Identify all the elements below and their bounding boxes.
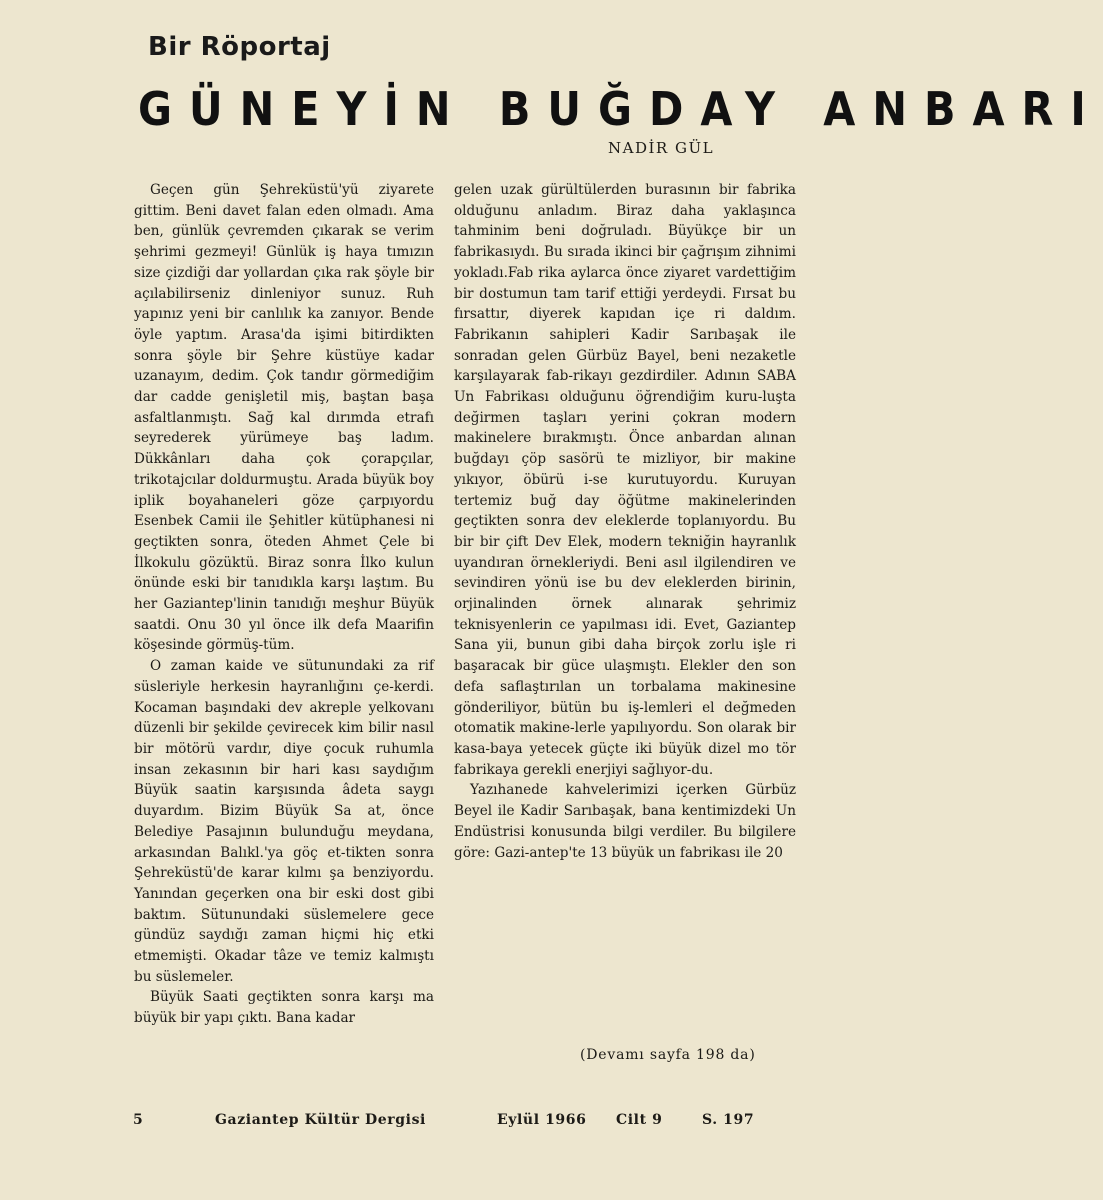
paragraph: Geçen gün Şehreküstü'yü ziyarete gittim. Beni davet falan eden olmadı. Ama ben, günlük çevremden çıkarak se verim şehrimi gezmeyi! Günlük iş haya tımızın size çizdiği dar yollardan çıka rak şöyle bir açılabilirseniz dinleniyor sunuz. Ruh yapınız yeni bir canlılık ka zanıyor. Bende öyle yaptım. Arasa'da işimi bitirdikten sonra şöyle bir Şehre küstüye kadar uzanayım, dedim. Çok tandır görmediğim dar cadde genişletil miş, baştan başa asfaltlanmıştı. Sağ kal dırımda etrafı seyrederek yürümeye baş ladım. Dükkânları daha çok çorapçılar, trikotajcılar doldurmuştu. Arada büyük boy iplik boyahaneleri göze çarpıyordu Esenbek Camii ile Şehitler kütüphanesi ni geçtikten sonra, öteden Ahmet Çele bi İlkokulu gözüktü. Biraz sonra İlko kulun önünde eski bir tanıdıkla karşı laştım. Bu her Gaziantep'linin tanıdığı meşhur Büyük saatdi. Onu 30 yıl önce ilk defa Maarifin köşesinde görmüş-tüm. bbox=[134, 182, 434, 654]
left-column bbox=[134, 180, 434, 1029]
article-title: GÜNEYİN BUĞDAY ANBARI bbox=[138, 82, 1103, 136]
paragraph: O zaman kaide ve sütunundaki za rif süsleriyle herkesin hayranlığını çe-kerdi. Kocaman başındaki dev akreple yelkovanı düzenli bir şekilde çevirecek kim bilir nasıl bir mötörü vardır, diye çocuk ruhumla insan zekasının bir hari kası saydığım Büyük saatin karşısında âdeta saygı duyardım. Bizim Büyük Sa at, önce Belediye Pasajının bulunduğu meydana, arkasından Balıkl.'ya göç et-tikten sonra Şehreküstü'de karar kılmı şa benziyordu. Yanından geçerken ona bir eski dost gibi baktım. Sütunundaki süslemelere gece gündüz saydığı zaman hiçmi hiç etki etmemişti. Okadar tâze ve temiz kalmıştı bu süslemeler. bbox=[134, 658, 434, 985]
continued-note: (Devamı sayfa 198 da) bbox=[580, 1047, 756, 1063]
section-kicker: Bir Röportaj bbox=[148, 32, 331, 62]
paragraph: Büyük Saati geçtikten sonra karşı ma büyük bir yapı çıktı. Bana kadar bbox=[134, 989, 434, 1027]
paragraph: gelen uzak gürültülerden burasının bir fabrika olduğunu anladım. Biraz daha yaklaşınca tahminim beni doğruladı. Büyükçe bir un fabrikasıydı. Bu sırada ikinci bir çağrışım zihnimi yokladı.Fab rika aylarca önce ziyaret vardettiğim bir dostumun tam tarif ettiği yerdeydi. Fırsat bu fırsattır, diyerek kapıdan içe ri daldım. Fabrikanın sahipleri Kadir Sarıbaşak ile sonradan gelen Gürbüz Bayel, beni nezaketle karşılayarak fab-rikayı gezdirdiler. Adının SABA Un Fabrikası olduğunu öğrendiğim kuru-luşta değirmen taşları yerini çokran modern makinelere bırakmıştı. Önce anbardan alınan buğdayı çöp sasörü te mizliyor, bir makine yıkıyor, öbürü i-se kurutuyordu. Kuruyan tertemiz buğ day öğütme makinelerinden geçtikten sonra dev eleklerde toplanıyordu. Bu bir bir çift Dev Elek, modern tekniğin hayranlık uyandıran örnekleriydi. Beni asıl ilgilendiren ve sevindiren yönü ise bu dev eleklerden birinin, orjinalinden örnek alınarak şehrimiz teknisyenlerin ce yapılması idi. Evet, Gaziantep Sana yii, bunun gibi daha birçok zorlu işle ri başaracak bir güce ulaşmıştı. Elekler den son defa saflaştırılan un torbalama makinesine gönderiliyor, bütün bu iş-lemleri el değmeden otomatik makine-lerle yapılıyordu. Son olarak bir kasa-baya yetecek güçte iki büyük dizel mo tör fabrikaya gerekli enerjiyi sağlıyor-du. bbox=[454, 182, 796, 778]
page-number: 5 bbox=[133, 1112, 144, 1128]
issue-number: S. 197 bbox=[702, 1112, 755, 1128]
issue-date: Eylül 1966 bbox=[497, 1112, 587, 1128]
paragraph: Yazıhanede kahvelerimizi içerken Gürbüz Beyel ile Kadir Sarıbaşak, bana kentimizdeki Un Endüstrisi konusunda bilgi verdiler. Bu bilgilere göre: Gazi-antep'te 13 büyük un fabrikası ile 20 bbox=[454, 782, 796, 861]
right-column bbox=[454, 180, 796, 863]
magazine-name: Gaziantep Kültür Dergisi bbox=[215, 1112, 426, 1128]
author-name: NADİR GÜL bbox=[608, 139, 715, 157]
volume-number: Cilt 9 bbox=[616, 1112, 663, 1128]
